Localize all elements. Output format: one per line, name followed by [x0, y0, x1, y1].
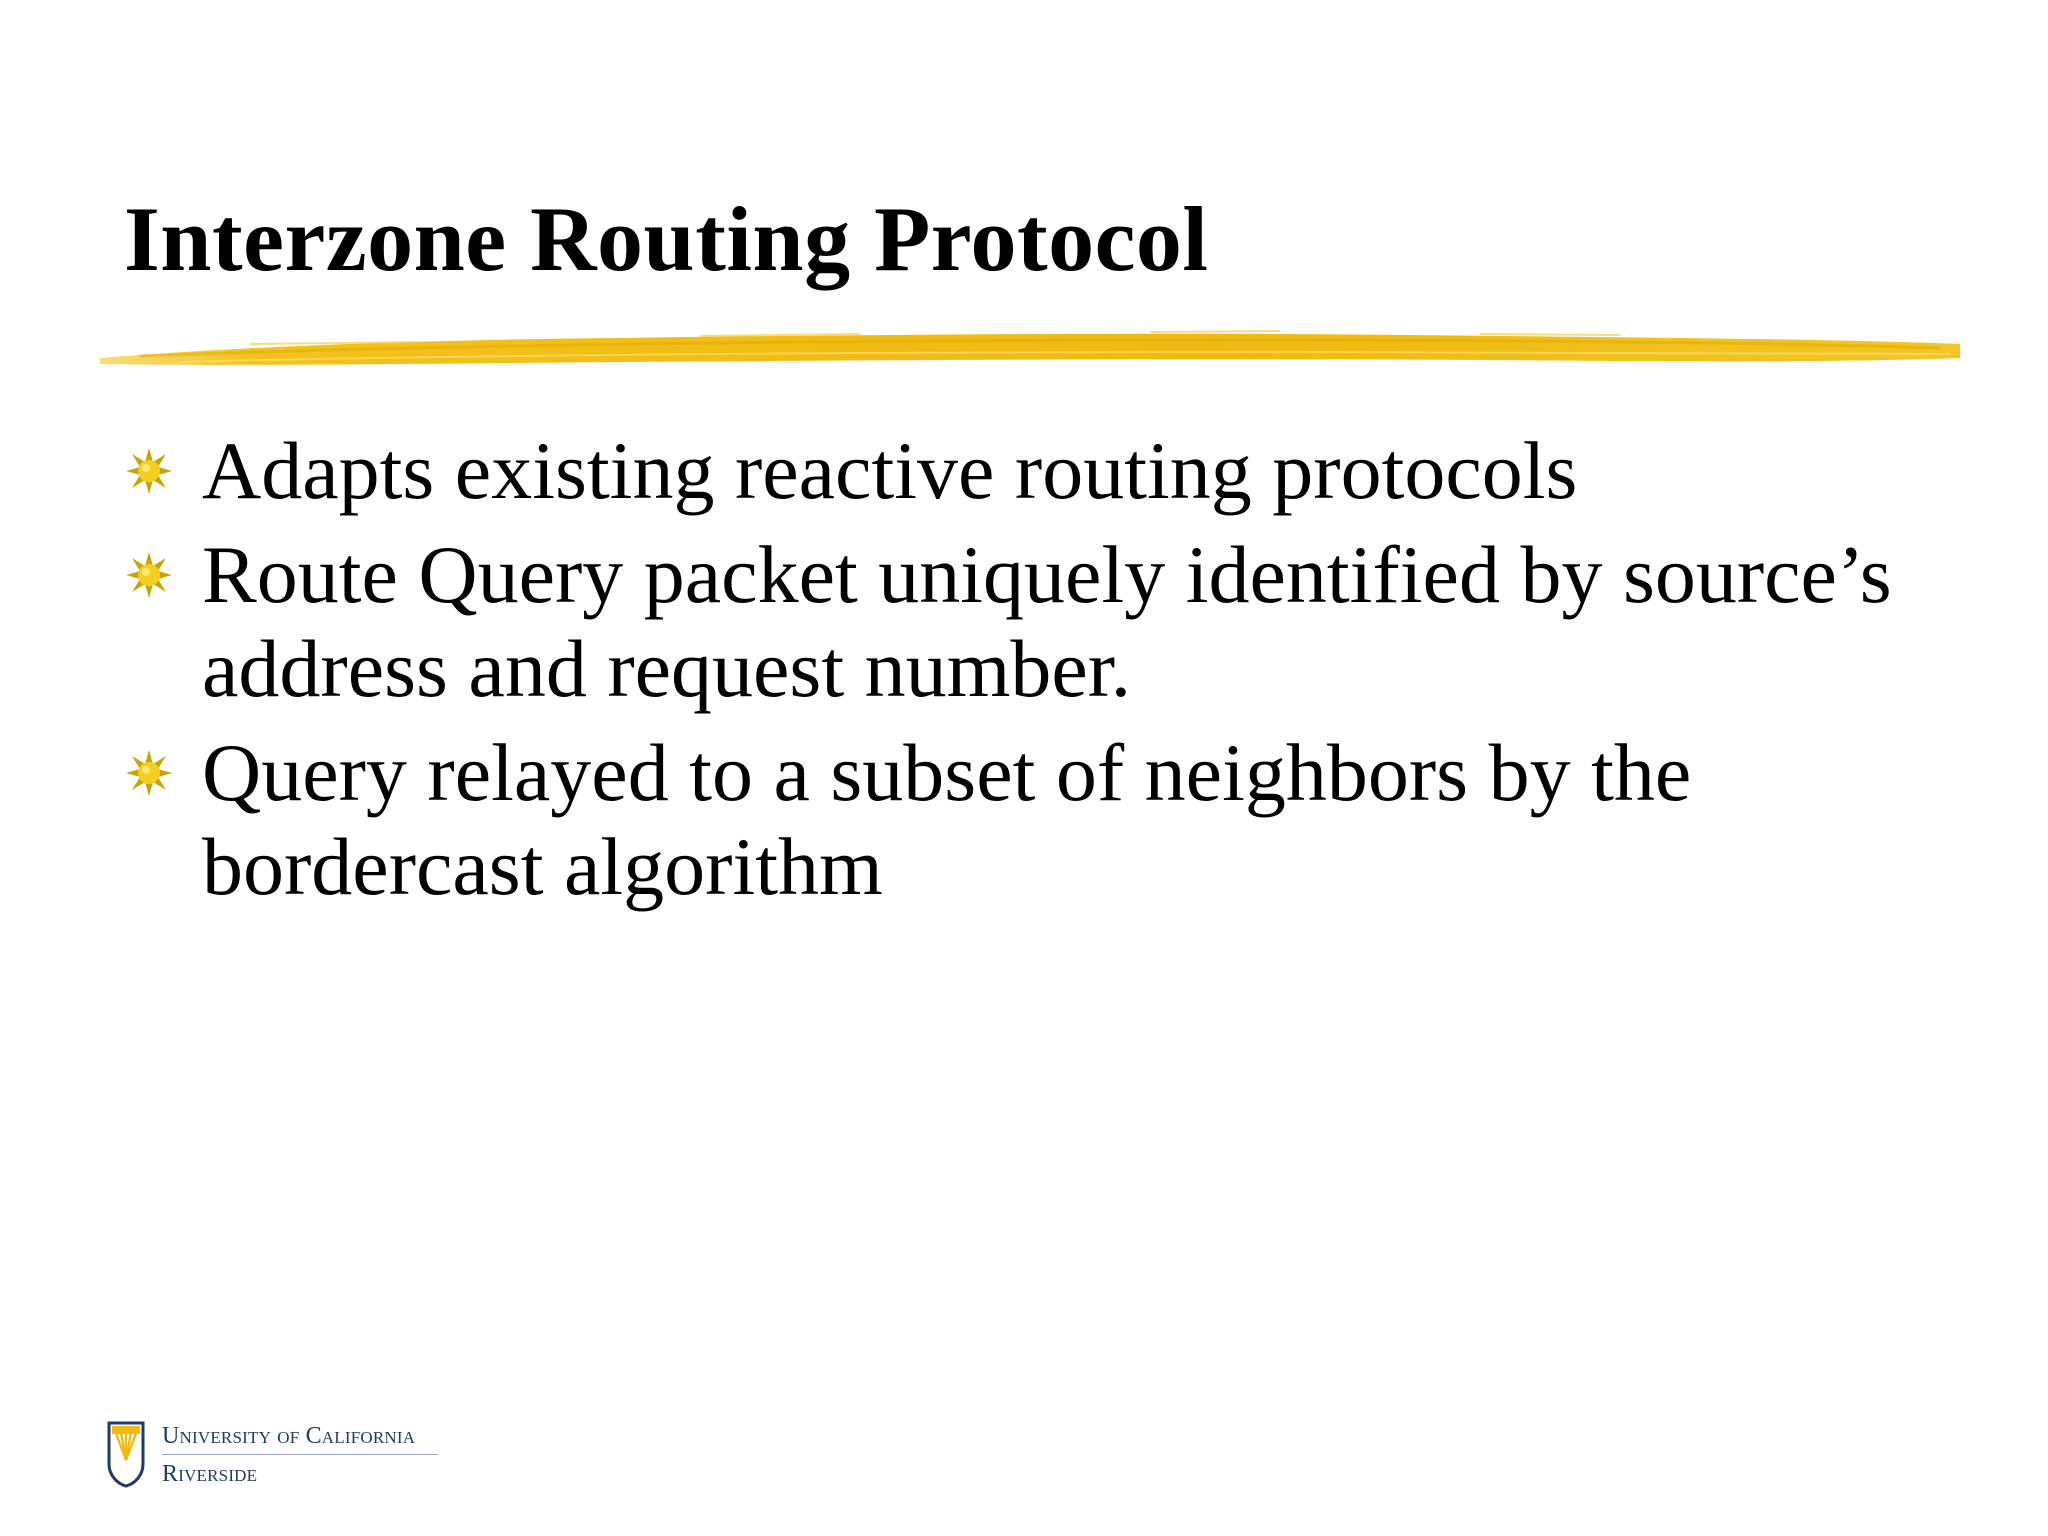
bullet-text: Adapts existing reactive routing protocols — [202, 425, 1578, 516]
bullet-item — [124, 528, 1984, 716]
bullet-text: Query relayed to a subset of neighbors by the bordercast algorithm — [202, 727, 1692, 912]
bullet-text: Route Query packet uniquely identified by source’s address and request number. — [202, 529, 1892, 714]
bullet-item — [124, 424, 1984, 518]
logo-text-campus: Riverside — [162, 1461, 258, 1487]
starburst-bullet-icon — [124, 550, 174, 600]
slide-title: Interzone Routing Protocol — [124, 188, 1209, 290]
university-shield-icon — [106, 1420, 146, 1488]
starburst-bullet-icon — [124, 446, 174, 496]
title-underline-brush — [100, 318, 1960, 378]
starburst-bullet-icon — [124, 748, 174, 798]
bullet-item — [124, 726, 1984, 914]
logo-divider — [162, 1454, 438, 1455]
logo-text-university: University of California — [162, 1423, 416, 1449]
bullet-list — [124, 424, 1984, 924]
university-logo — [106, 1418, 466, 1492]
